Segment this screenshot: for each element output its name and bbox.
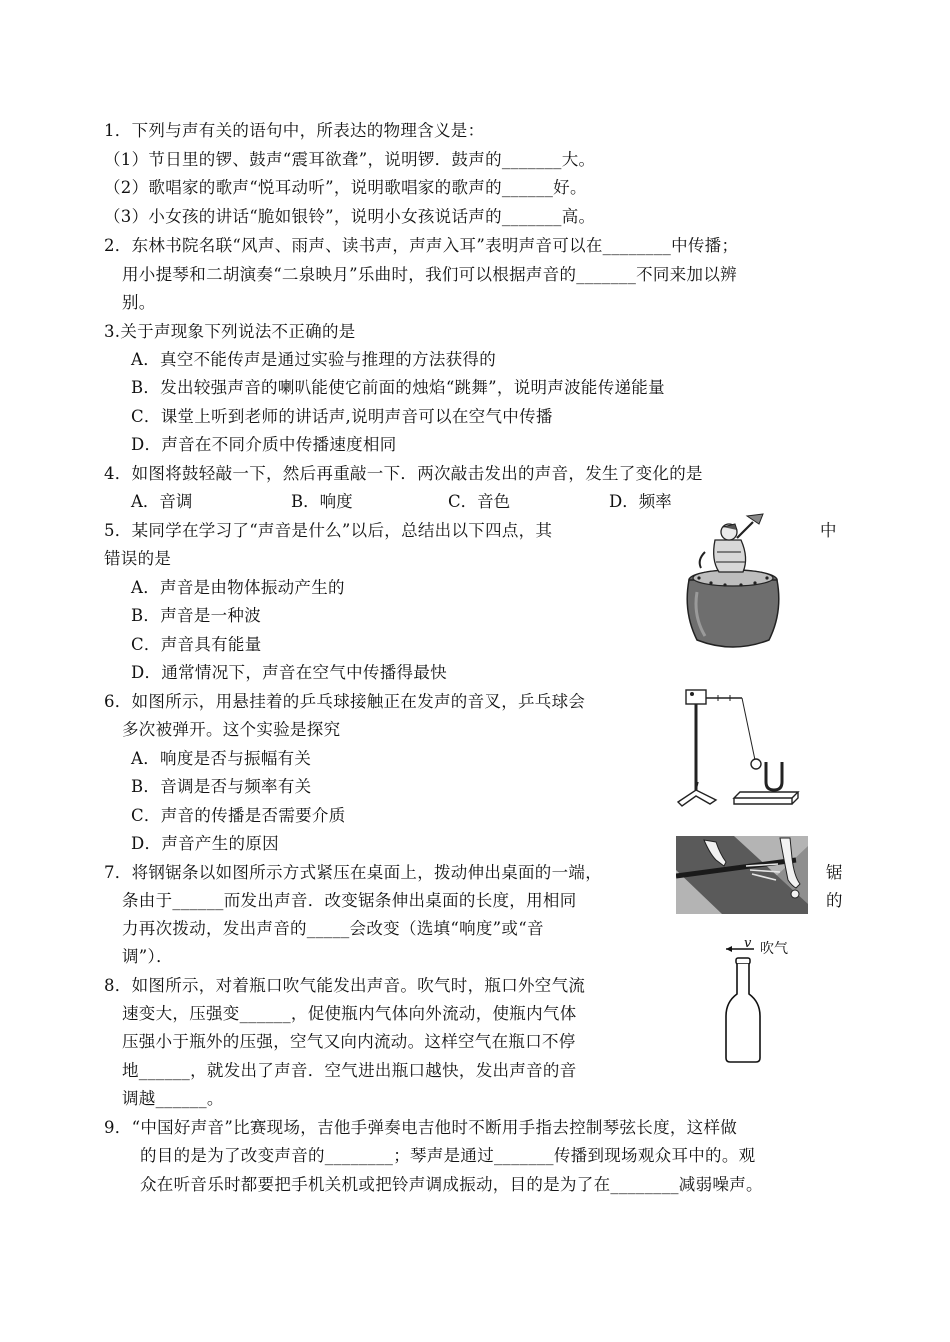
q7-line-2-end: 的 — [826, 891, 843, 910]
tuning-fork-figure — [672, 686, 812, 810]
q4-option-b: B．响度 — [291, 492, 353, 511]
q2-line-1: 2．东林书院名联“风声、雨声、读书声，声声入耳”表明声音可以在________中传播； — [104, 236, 739, 255]
blow-label: 吹气 — [760, 942, 788, 957]
q5-stem-1-end: 中 — [820, 521, 837, 540]
q8-line-2: 速变大，压强变______，促使瓶内气体向外流动，使瓶内气体 — [122, 1004, 577, 1023]
q3-option-a: A．真空不能传声是通过实验与推理的方法获得的 — [131, 350, 497, 369]
q2-line-3: 别。 — [122, 293, 156, 312]
q9-line-2: 的目的是为了改变声音的________；琴声是通过_______传播到现场观众耳中的。观 — [140, 1146, 756, 1165]
q4-option-a: A．音调 — [131, 492, 193, 511]
q5-stem-1: 5．某同学在学习了“声音是什么”以后，总结出以下四点，其 — [104, 521, 553, 540]
q4-option-d: D．频率 — [609, 492, 672, 511]
q7-line-4: 调”）． — [122, 947, 173, 966]
q6-option-b: B．音调是否与频率有关 — [131, 777, 312, 796]
q9-line-1: 9．“中国好声音”比赛现场，吉他手弹奏电吉他时不断用手指去控制琴弦长度，这样做 — [104, 1118, 738, 1137]
saw-blade-figure — [676, 836, 808, 914]
q7-line-1: 7．将钢锯条以如图所示方式紧压在桌面上，拨动伸出桌面的一端， — [104, 863, 602, 882]
q5-option-d: D．通常情况下，声音在空气中传播得最快 — [131, 663, 447, 682]
q8-line-4: 地______，就发出了声音．空气进出瓶口越快，发出声音的音 — [122, 1061, 577, 1080]
bottle-figure — [712, 936, 812, 1064]
q5-option-a: A．声音是由物体振动产生的 — [131, 578, 345, 597]
q1-item-1: （1）节日里的锣、鼓声“震耳欲聋”，说明锣．鼓声的_______大。 — [104, 150, 596, 169]
q6-option-a: A．响度是否与振幅有关 — [131, 749, 312, 768]
q7-line-1-end: 锯 — [826, 863, 843, 882]
q3-option-d: D．声音在不同介质中传播速度相同 — [131, 435, 397, 454]
q4-stem: 4．如图将鼓轻敲一下，然后再重敲一下．两次敲击发出的声音，发生了变化的是 — [104, 464, 703, 483]
q6-stem-1: 6．如图所示，用悬挂着的乒乓球接触正在发声的音叉，乒乓球会 — [104, 692, 586, 711]
q5-option-b: B．声音是一种波 — [131, 606, 262, 625]
q3-stem: 3.关于声现象下列说法不正确的是 — [104, 322, 356, 341]
q9-line-3: 众在听音乐时都要把手机关机或把铃声调成振动，目的是为了在________减弱噪声。 — [140, 1175, 763, 1194]
q6-option-c: C．声音的传播是否需要介质 — [131, 806, 346, 825]
q1-stem: 1．下列与声有关的语句中，所表达的物理含义是： — [104, 121, 485, 140]
q5-option-c: C．声音具有能量 — [131, 635, 262, 654]
q3-option-b: B．发出较强声音的喇叭能使它前面的烛焰“跳舞”，说明声波能传递能量 — [131, 378, 665, 397]
velocity-label: v — [744, 936, 752, 951]
q3-option-c: C．课堂上听到老师的讲话声,说明声音可以在空气中传播 — [131, 407, 553, 426]
q4-option-c: C．音色 — [448, 492, 511, 511]
q7-line-3: 力再次拨动，发出声音的_____会改变（选填“响度”或“音 — [122, 919, 544, 938]
q1-item-3: （3）小女孩的讲话“脆如银铃”，说明小女孩说话声的_______高。 — [104, 207, 596, 226]
q6-stem-2: 多次被弹开。这个实验是探究 — [122, 720, 341, 739]
q8-line-5: 调越______。 — [122, 1089, 224, 1108]
q8-line-3: 压强小于瓶外的压强，空气又向内流动。这样空气在瓶口不停 — [122, 1032, 576, 1051]
q2-line-2: 用小提琴和二胡演奏“二泉映月”乐曲时，我们可以根据声音的_______不同来加以辨 — [122, 265, 737, 284]
q6-option-d: D．声音产生的原因 — [131, 834, 279, 853]
drum-figure — [683, 512, 783, 652]
q7-line-2: 条由于______而发出声音．改变锯条伸出桌面的长度，用相同 — [122, 891, 577, 910]
q1-item-2: （2）歌唱家的歌声“悦耳动听”，说明歌唱家的歌声的______好。 — [104, 178, 587, 197]
q5-stem-2: 错误的是 — [104, 549, 172, 568]
q8-line-1: 8．如图所示，对着瓶口吹气能发出声音。吹气时，瓶口外空气流 — [104, 976, 586, 995]
